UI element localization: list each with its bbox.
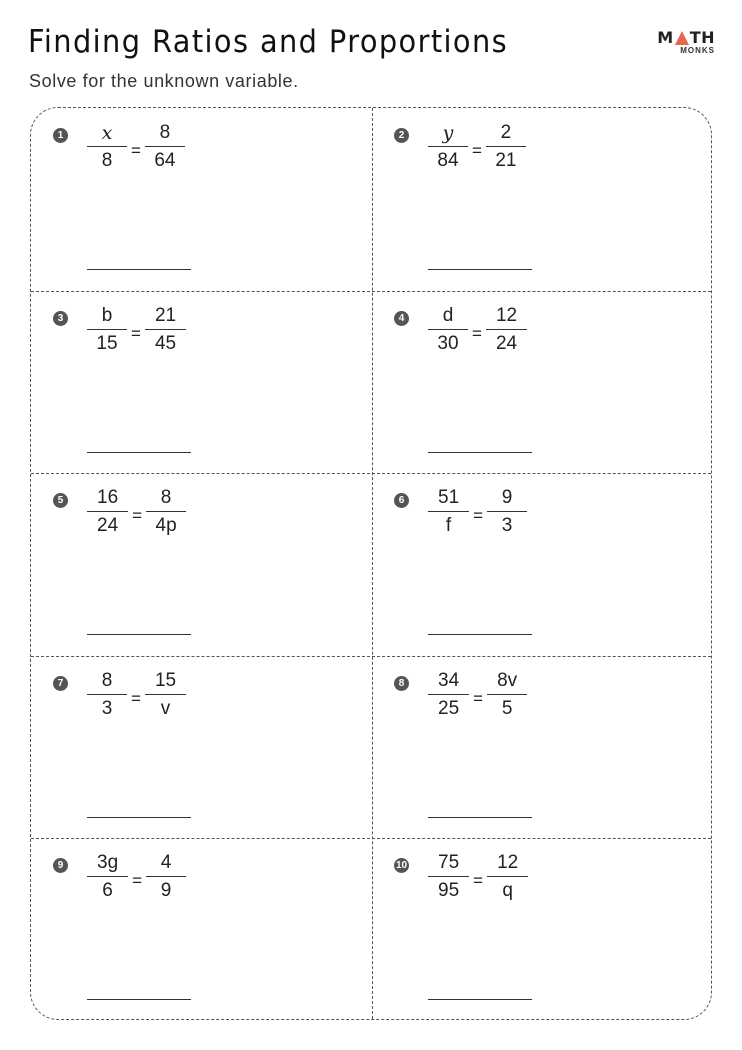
numerator: 4 — [146, 852, 186, 877]
denominator: f — [445, 515, 452, 537]
problem-8 — [372, 656, 713, 839]
denominator: 4p — [155, 515, 177, 537]
problem-7 — [31, 656, 372, 839]
answer-line[interactable] — [428, 269, 532, 270]
answer-line[interactable] — [87, 452, 191, 453]
denominator: 3 — [501, 515, 513, 537]
numerator: 21 — [145, 305, 186, 330]
equals-sign: = — [131, 688, 141, 708]
numerator: 12 — [486, 305, 527, 330]
problem-number-badge: 2 — [394, 128, 409, 143]
left-fraction — [87, 122, 127, 172]
proportion-equation — [428, 122, 526, 172]
proportion-equation — [87, 122, 185, 172]
triangle-icon — [675, 31, 689, 45]
answer-line[interactable] — [87, 269, 191, 270]
denominator: 64 — [154, 150, 176, 171]
answer-line[interactable] — [87, 634, 191, 635]
left-fraction — [428, 122, 468, 172]
proportion-equation — [87, 305, 186, 355]
numerator: 8v — [487, 670, 527, 695]
left-fraction — [87, 670, 127, 720]
numerator: 8 — [145, 122, 185, 147]
proportion-equation — [428, 487, 527, 537]
right-fraction — [146, 852, 186, 902]
denominator: 6 — [102, 880, 113, 902]
problem-3 — [31, 291, 372, 474]
left-fraction — [428, 670, 469, 720]
equals-sign: = — [132, 506, 143, 526]
answer-line[interactable] — [87, 999, 191, 1000]
proportion-equation — [87, 852, 186, 902]
page-title: Finding Ratios and Proportions — [28, 24, 509, 60]
problem-number-badge: 1 — [53, 128, 68, 143]
denominator: 3 — [101, 697, 113, 719]
right-fraction — [486, 122, 526, 172]
problem-10 — [372, 838, 713, 1021]
problem-9 — [31, 838, 372, 1021]
denominator: 25 — [438, 697, 460, 719]
problem-grid — [30, 107, 712, 1020]
numerator: 2 — [486, 122, 526, 147]
problem-number-badge: 6 — [394, 493, 409, 508]
problem-number-badge: 9 — [53, 858, 68, 873]
denominator: 24 — [495, 332, 518, 354]
answer-line[interactable] — [87, 817, 191, 818]
denominator: q — [502, 880, 513, 902]
numerator: 16 — [87, 487, 128, 512]
problem-number-badge: 3 — [53, 311, 68, 326]
answer-line[interactable] — [428, 452, 532, 453]
equals-sign: = — [473, 688, 484, 708]
problem-number-badge: 8 — [394, 676, 409, 691]
numerator: 12 — [487, 852, 528, 877]
left-fraction — [428, 852, 469, 902]
numerator: 8 — [87, 670, 127, 695]
right-fraction — [487, 487, 527, 537]
numerator: 3g — [87, 852, 128, 877]
right-fraction — [146, 487, 186, 537]
numerator: 51 — [428, 487, 469, 512]
instructions: Solve for the unknown variable. — [29, 71, 299, 91]
denominator: 95 — [438, 880, 460, 902]
proportion-equation — [428, 852, 528, 902]
numerator: 8 — [146, 487, 186, 512]
problem-5 — [31, 473, 372, 656]
problem-number-badge: 5 — [53, 493, 68, 508]
denominator: 84 — [437, 150, 459, 171]
denominator: 30 — [437, 332, 459, 354]
numerator: y — [428, 122, 468, 147]
denominator: 15 — [96, 332, 118, 354]
math-monks-logo: M TH MONKS — [657, 28, 715, 55]
problem-number-badge: 7 — [53, 676, 68, 691]
left-fraction — [428, 487, 469, 537]
proportion-equation — [428, 670, 527, 720]
problem-1 — [31, 108, 372, 291]
right-fraction — [487, 852, 528, 902]
proportion-equation — [87, 487, 186, 537]
numerator: 9 — [487, 487, 527, 512]
equals-sign: = — [473, 871, 484, 891]
right-fraction — [145, 122, 185, 172]
answer-line[interactable] — [428, 999, 532, 1000]
denominator: 9 — [160, 880, 172, 902]
left-fraction — [87, 305, 127, 355]
denominator: 8 — [101, 150, 113, 171]
problem-2 — [372, 108, 713, 291]
denominator: 24 — [97, 515, 119, 537]
numerator: 75 — [428, 852, 469, 877]
equals-sign: = — [472, 323, 482, 343]
problem-number-badge: 4 — [394, 311, 409, 326]
answer-line[interactable] — [428, 817, 532, 818]
proportion-equation — [428, 305, 527, 355]
right-fraction — [487, 670, 527, 720]
right-fraction — [145, 670, 186, 720]
numerator: 34 — [428, 670, 469, 695]
equals-sign: = — [131, 323, 141, 343]
denominator: 5 — [501, 697, 513, 719]
problem-6 — [372, 473, 713, 656]
numerator: 15 — [145, 670, 186, 695]
equals-sign: = — [472, 141, 482, 160]
left-fraction — [87, 852, 128, 902]
proportion-equation — [87, 670, 186, 720]
left-fraction — [87, 487, 128, 537]
denominator: 45 — [154, 332, 177, 354]
equals-sign: = — [131, 141, 141, 160]
denominator: v — [160, 697, 171, 719]
numerator: b — [87, 305, 127, 330]
right-fraction — [486, 305, 527, 355]
problem-number-badge: 10 — [395, 860, 408, 872]
numerator: d — [428, 305, 468, 330]
problem-4 — [372, 291, 713, 474]
numerator: x — [87, 122, 127, 147]
equals-sign: = — [132, 871, 143, 891]
denominator: 21 — [495, 150, 517, 171]
equals-sign: = — [473, 506, 484, 526]
answer-line[interactable] — [428, 634, 532, 635]
left-fraction — [428, 305, 468, 355]
right-fraction — [145, 305, 186, 355]
